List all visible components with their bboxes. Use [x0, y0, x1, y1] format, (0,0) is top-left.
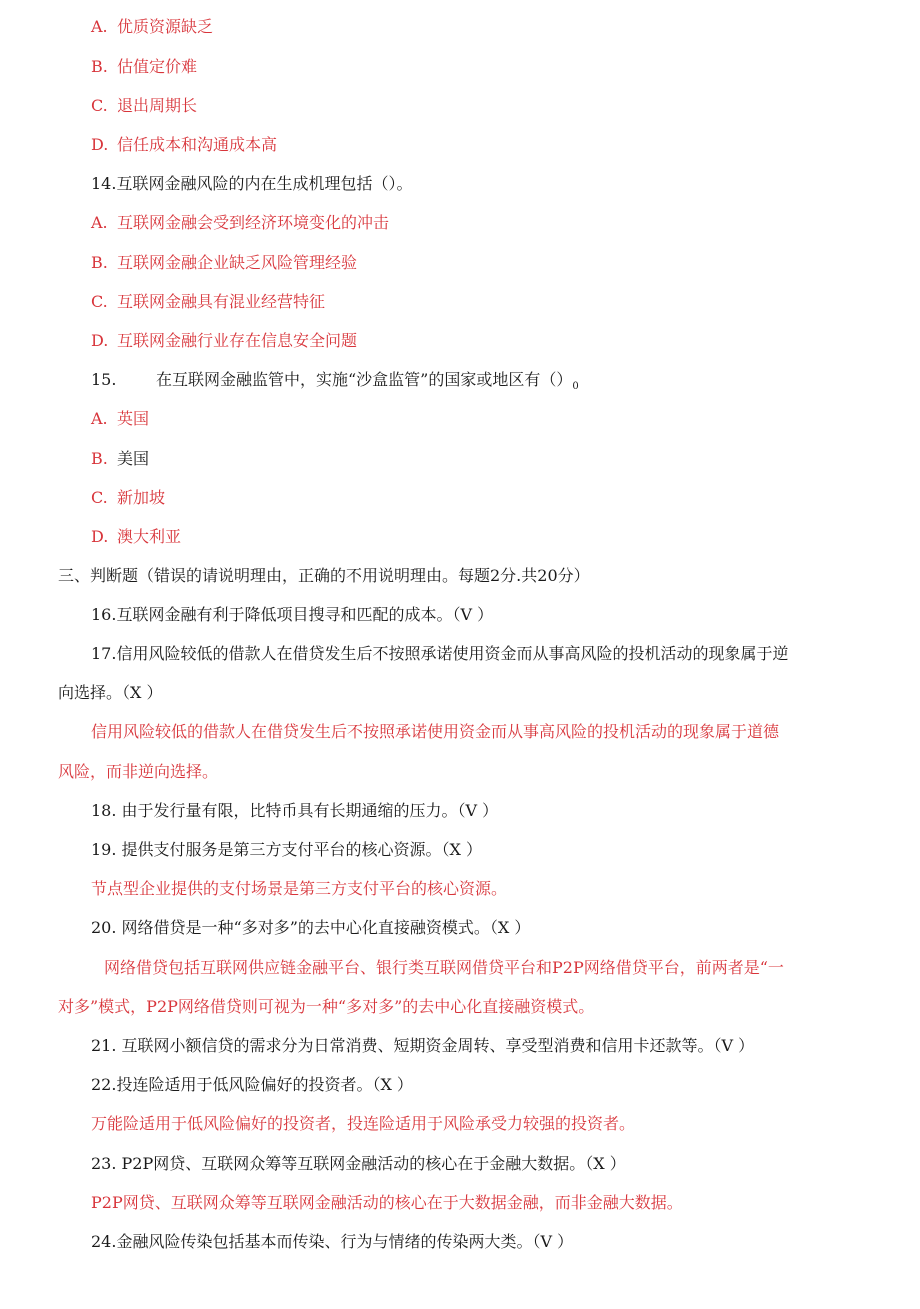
q17-reason-line2: 风险，而非逆向选择。 — [58, 762, 219, 781]
q13-option-a: A. 优质资源缺乏 — [91, 17, 214, 36]
section-3-title: 三、判断题（错误的请说明理由，正确的不用说明理由。每题2分.共20分） — [58, 566, 590, 585]
q20-reason-line2: 对多”模式，P2P网络借贷则可视为一种“多对多”的去中心化直接融资模式。 — [58, 997, 595, 1016]
q17-reason-line1: 信用风险较低的借款人在借贷发生后不按照承诺使用资金而从事高风险的投机活动的现象属于道德 — [91, 722, 780, 741]
q18-statement: 18. 由于发行量有限，比特币具有长期通缩的压力。（V ） — [91, 801, 499, 820]
q20-statement: 20. 网络借贷是一种“多对多”的去中心化直接融资模式。（X ） — [91, 918, 531, 937]
q14-option-c: C. 互联网金融具有混业经营特征 — [91, 292, 326, 311]
q14-option-b: B. 互联网金融企业缺乏风险管理经验 — [91, 253, 358, 272]
q14-stem: 14.互联网金融风险的内在生成机理包括（）。 — [91, 174, 413, 193]
q15-stem: 在互联网金融监管中，实施“沙盒监管”的国家或地区有$()_0$ — [156, 370, 579, 392]
q14-option-a: A. 互联网金融会受到经济环境变化的冲击 — [91, 213, 390, 232]
q15-option-c: C. 新加坡 — [91, 488, 166, 507]
q15-end-mark: 0 — [572, 381, 579, 392]
q15-option-b: B. 美国 — [91, 449, 150, 468]
q19-statement: 19. 提供支付服务是第三方支付平台的核心资源。（X ） — [91, 840, 483, 859]
q15-option-a: A. 英国 — [91, 409, 150, 428]
q24-statement: 24.金融风险传染包括基本而传染、行为与情绪的传染两大类。（V ） — [91, 1232, 574, 1251]
q13-option-d: D. 信任成本和沟通成本高 — [91, 135, 278, 154]
q14-option-d: D. 互联网金融行业存在信息安全问题 — [91, 331, 358, 350]
q22-statement: 22.投连险适用于低风险偏好的投资者。（X ） — [91, 1075, 413, 1094]
q19-reason: 节点型企业提供的支付场景是第三方支付平台的核心资源。 — [91, 879, 508, 898]
q21-statement: 21. 互联网小额信贷的需求分为日常消费、短期资金周转、享受型消费和信用卡还款等。（V ） — [91, 1036, 755, 1055]
q15-number: 15. — [91, 370, 117, 389]
q15-option-d: D. 澳大利亚 — [91, 527, 182, 546]
q22-reason: 万能险适用于低风险偏好的投资者，投连险适用于风险承受力较强的投资者。 — [91, 1114, 636, 1133]
q23-reason: P2P网贷、互联网众筹等互联网金融活动的核心在于大数据金融，而非金融大数据。 — [91, 1193, 683, 1212]
q17-statement-line2: 向选择。（X ） — [58, 683, 163, 702]
q13-option-c: C. 退出周期长 — [91, 96, 198, 115]
q20-reason-line1: 网络借贷包括互联网供应链金融平台、银行类互联网借贷平台和P2P网络借贷平台，前两者是“一 — [104, 958, 784, 977]
q13-option-b: B. 估值定价难 — [91, 57, 198, 76]
q17-statement-line1: 17.信用风险较低的借款人在借贷发生后不按照承诺使用资金而从事高风险的投机活动的现象属于逆 — [91, 644, 789, 663]
q16-statement: 16.互联网金融有利于降低项目搜寻和匹配的成本。（V ） — [91, 605, 494, 624]
q23-statement: 23. P2P网贷、互联网众筹等互联网金融活动的核心在于金融大数据。（X ） — [91, 1154, 626, 1173]
